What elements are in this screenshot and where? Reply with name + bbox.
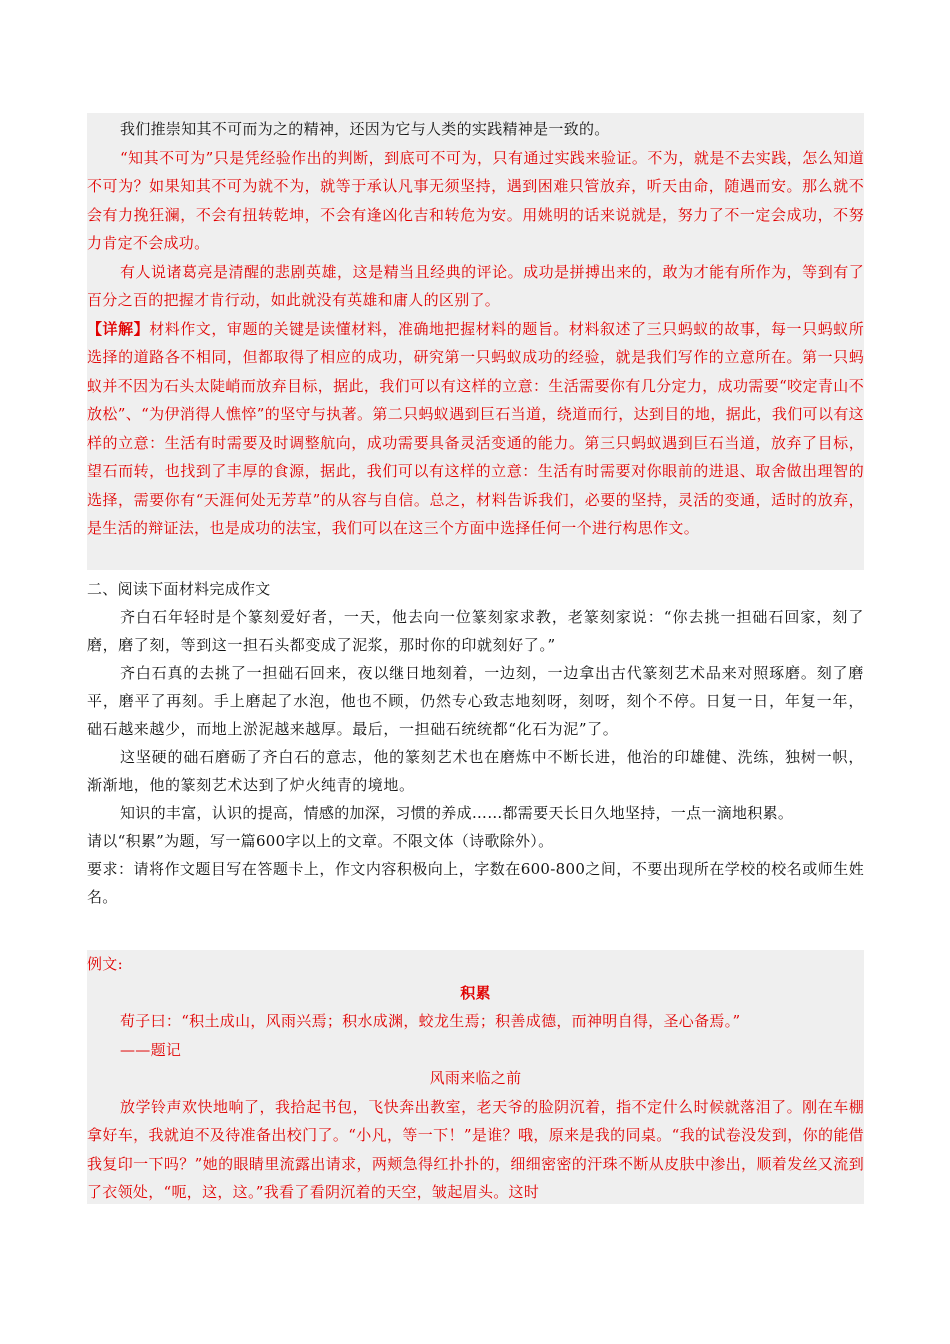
essay-section-shaded	[87, 113, 864, 570]
sample-label: 例文:	[87, 955, 123, 973]
paragraph: 知识的丰富，认识的提高，情感的加深，习惯的养成……都需要天长日久地坚持，一点一滴地积累。	[120, 804, 794, 822]
section-heading: 二、阅读下面材料完成作文	[87, 580, 271, 598]
essay-body: 放学铃声欢快地响了，我拾起书包，飞快奔出教室，老天爷的脸阴沉着，指不定什么时候就落泪了。刚在车棚拿好车，我就迫不及待准备出校门了。“小凡，等一下！”是谁？哦，原来是我的同桌。“我的试卷没发到，你的能借我复印一下吗？”她的眼睛里流露出请求，两颊急得红扑扑的，细细密密的汗珠不断从皮肤中渗出，顺着发丝又流到了衣领处，“呃，这，这。”我看了看阴沉着的天空，皱起眉头。这时	[87, 1097, 864, 1201]
detail-paragraph	[87, 315, 864, 543]
epigraph-source: ——题记	[120, 1040, 182, 1059]
paragraph: 有人说诸葛亮是清醒的悲剧英雄，这是精当且经典的评论。成功是拼搏出来的，敢为才能有所作为，等到有了百分之百的把握才肯行动，如此就没有英雄和庸人的区别了。	[87, 262, 864, 309]
material-paragraph: 齐白石年轻时是个篆刻爱好者，一天，他去向一位篆刻家求教，老篆刻家说：“你去挑一担础石回家，刻了磨，磨了刻，等到这一担石头都变成了泥浆，那时你的印就刻好了。”	[87, 608, 864, 654]
paragraph: “知其不可为”只是凭经验作出的判断，到底可不可为，只有通过实践来验证。不为，就是不去实践，怎么知道不可为？如果知其不可为就不为，就等于承认凡事无须坚持，遇到困难只管放弃，听天由命，随遇而安。那么就不会有力挽狂澜，不会有扭转乾坤，不会有逢凶化吉和转危为安。用姚明的话来说就是，努力了不一定会成功，不努力肯定不会成功。	[87, 148, 864, 252]
essay-subtitle: 风雨来临之前	[429, 1069, 522, 1087]
detail-label: 【详解】	[87, 319, 150, 338]
material-paragraph: 齐白石真的去挑了一担础石回来，夜以继日地刻着，一边刻，一边拿出古代篆刻艺术品来对照琢磨。刻了磨平，磨平了再刻。手上磨起了水泡，他也不顾，仍然专心致志地刻呀，刻呀，刻个不停。日复一日，年复一年，础石越来越少，而地上淤泥越来越厚。最后，一担础石统统都“化石为泥”了。	[87, 664, 864, 738]
writing-prompt-section	[87, 575, 864, 911]
epigraph: 荀子曰：“积土成山，风雨兴焉；积水成渊，蛟龙生焉；积善成德，而神明自得，圣心备焉。”	[120, 1012, 741, 1030]
material-paragraph: 这坚硬的础石磨砺了齐白石的意志，他的篆刻艺术也在磨炼中不断长进，他治的印雄健、洗练，独树一帜，渐渐地，他的篆刻艺术达到了炉火纯青的境地。	[87, 748, 864, 794]
sample-essay-section	[87, 950, 864, 1204]
prompt-instruction: 请以“积累”为题，写一篇600字以上的文章。不限文体（诗歌除外）。	[87, 832, 554, 850]
prompt-requirements: 要求：请将作文题目写在答题卡上，作文内容积极向上，字数在600-800之间，不要出现所在学校的校名或师生姓名。	[87, 860, 864, 906]
essay-title: 积累	[460, 983, 491, 1002]
paragraph: 我们推崇知其不可而为之的精神，还因为它与人类的实践精神是一致的。	[120, 120, 610, 138]
detail-text: 材料作文，审题的关键是读懂材料，准确地把握材料的题旨。材料叙述了三只蚂蚁的故事，每一只蚂蚁所选择的道路各不相同，但都取得了相应的成功，研究第一只蚂蚁成功的经验，就是我们写作的立意所在。第一只蚂蚁并不因为石头太陡峭而放弃目标，据此，我们可以有这样的立意：生活需要你有几分定力，成功需要“咬定青山不放松”、“为伊消得人憔悴”的坚守与执著。第二只蚂蚁遇到巨石当道，绕道而行，达到目的地，据此，我们可以有这样的立意：生活有时需要及时调整航向，成功需要具备灵活变通的能力。第三只蚂蚁遇到巨石当道，放弃了目标，望石而转，也找到了丰厚的食源，据此，我们可以有这样的立意：生活有时需要对你眼前的进退、取舍做出理智的选择，需要你有“天涯何处无芳草”的从容与自信。总之，材料告诉我们，必要的坚持，灵活的变通，适时的放弃，是生活的辩证法，也是成功的法宝，我们可以在这三个方面中选择任何一个进行构思作文。	[87, 319, 864, 537]
